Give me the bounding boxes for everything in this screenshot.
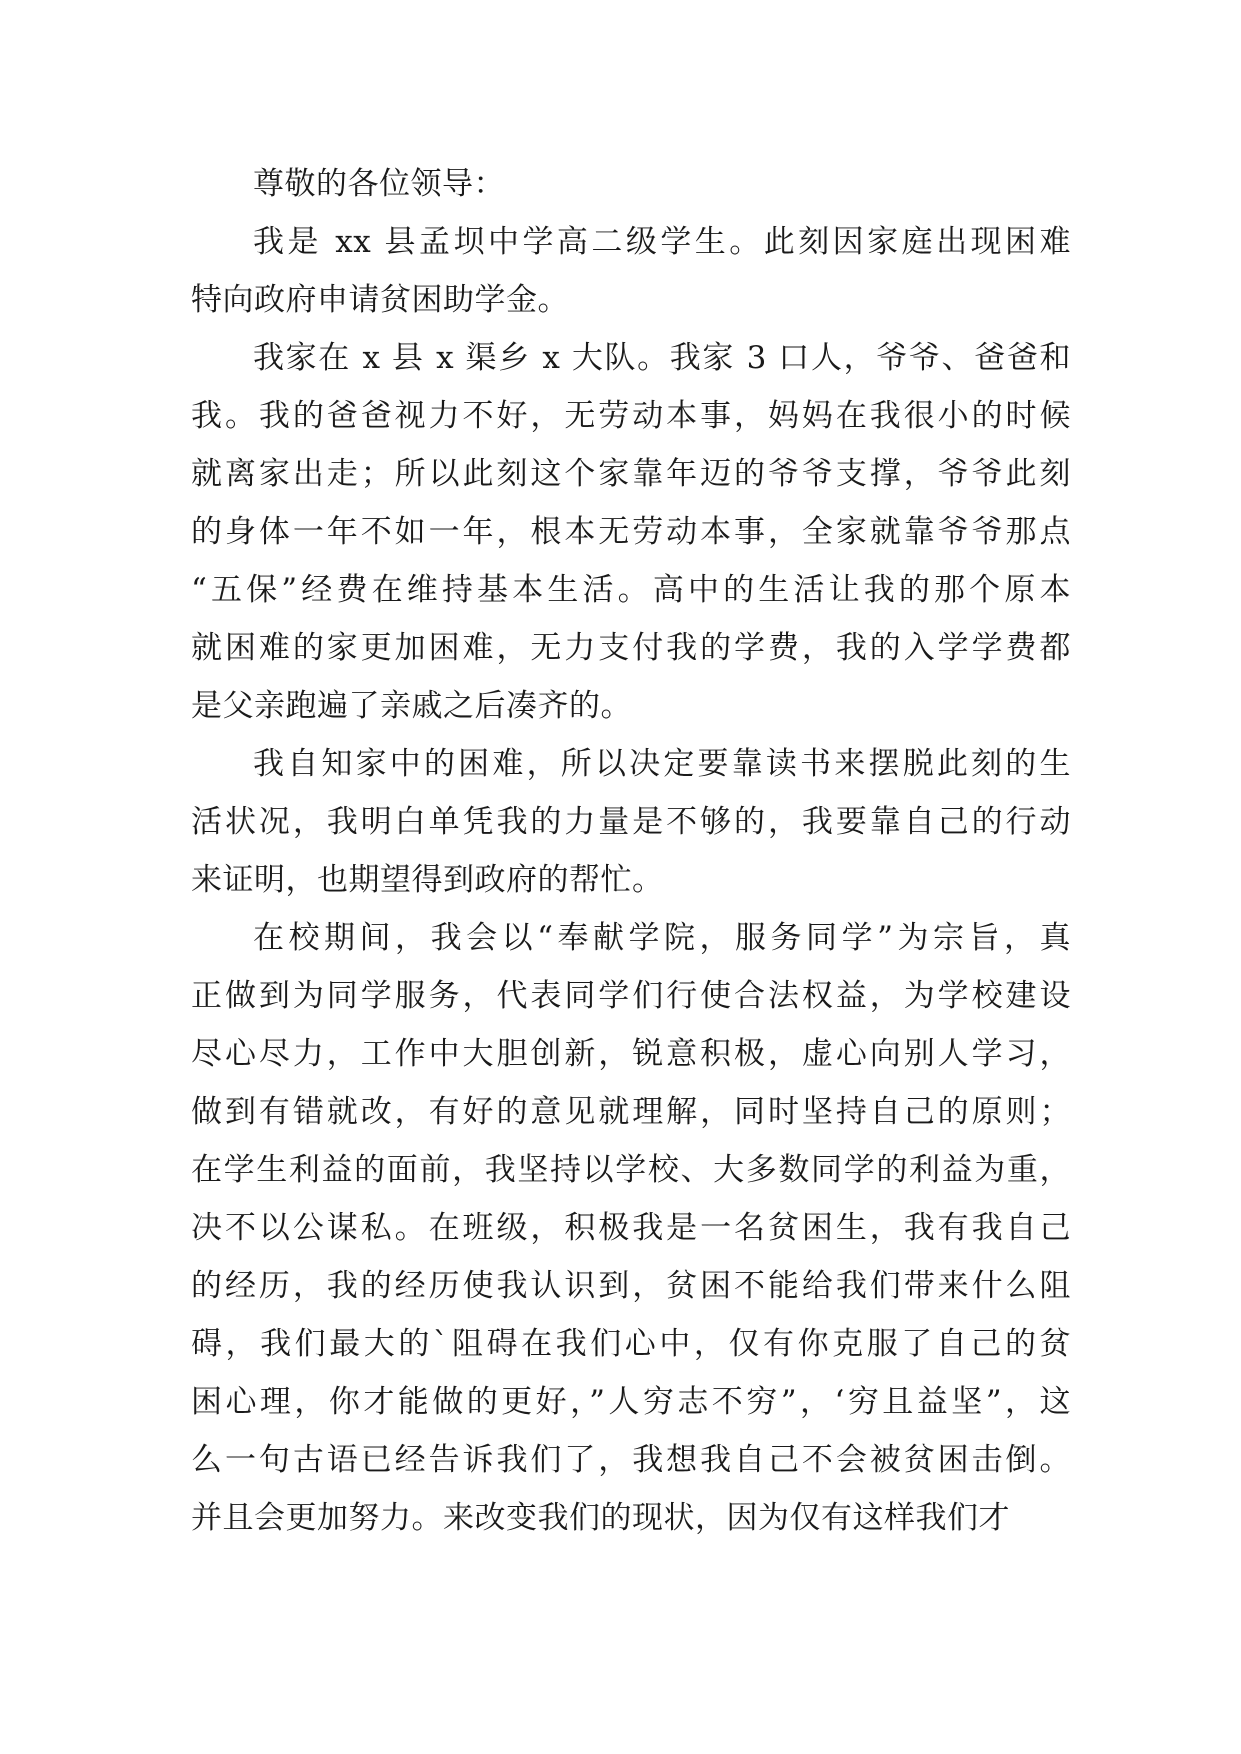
text-line: 么一句古语已经告诉我们了，我想我自己不会被贫困击倒。 [191,1442,1071,1478]
text-line: 在校期间，我会以“奉献学院，服务同学”为宗旨，真 [253,920,1071,956]
text-line: 尽心尽力，工作中大胆创新，锐意积极，虚心向别人学习， [191,1036,1071,1072]
paragraph [191,213,1071,329]
text-line: 我。我的爸爸视力不好，无劳动本事，妈妈在我很小的时候 [191,398,1071,434]
text-line: 活状况，我明白单凭我的力量是不够的，我要靠自己的行动 [191,804,1071,840]
text-line: 的身体一年不如一年，根本无劳动本事，全家就靠爷爷那点 [191,514,1071,550]
text-line: “五保”经费在维持基本生活。高中的生活让我的那个原本 [191,572,1071,608]
letter-body [191,155,1071,1547]
text-line: 我自知家中的困难，所以决定要靠读书来摆脱此刻的生 [253,746,1071,782]
paragraph [191,329,1071,735]
text-line: 正做到为同学服务，代表同学们行使合法权益，为学校建设 [191,978,1071,1014]
text-line: 碍，我们最大的`阻碍在我们心中，仅有你克服了自己的贫 [191,1326,1071,1362]
text-line: 决不以公谋私。在班级，积极我是一名贫困生，我有我自己 [191,1210,1071,1246]
text-line: 在学生利益的面前，我坚持以学校、大多数同学的利益为重， [191,1152,1071,1188]
text-line: 困心理，你才能做的更好，”人穷志不穷”，‘穷且益坚”，这 [191,1384,1071,1420]
salutation: 尊敬的各位领导： [253,166,505,202]
text-line: 来证明，也期望得到政府的帮忙。 [191,862,664,898]
text-line: 并且会更加努力。来改变我们的现状，因为仅有这样我们才 [191,1500,1010,1536]
text-line: 我家在 x 县 x 渠乡 x 大队。我家 3 口人，爷爷、爸爸和 [253,340,1071,376]
text-line: 做到有错就改，有好的意见就理解，同时坚持自己的原则； [191,1094,1071,1130]
text-line: 我是 xx 县孟坝中学高二级学生。此刻因家庭出现困难 [253,224,1071,260]
paragraph [191,735,1071,909]
text-line: 就困难的家更加困难，无力支付我的学费，我的入学学费都 [191,630,1071,666]
text-line: 特向政府申请贫困助学金。 [191,282,569,318]
text-line: 是父亲跑遍了亲戚之后凑齐的。 [191,688,632,724]
text-line: 就离家出走；所以此刻这个家靠年迈的爷爷支撑，爷爷此刻 [191,456,1071,492]
paragraph [191,909,1071,1547]
text-line: 的经历，我的经历使我认识到，贫困不能给我们带来什么阻 [191,1268,1071,1304]
